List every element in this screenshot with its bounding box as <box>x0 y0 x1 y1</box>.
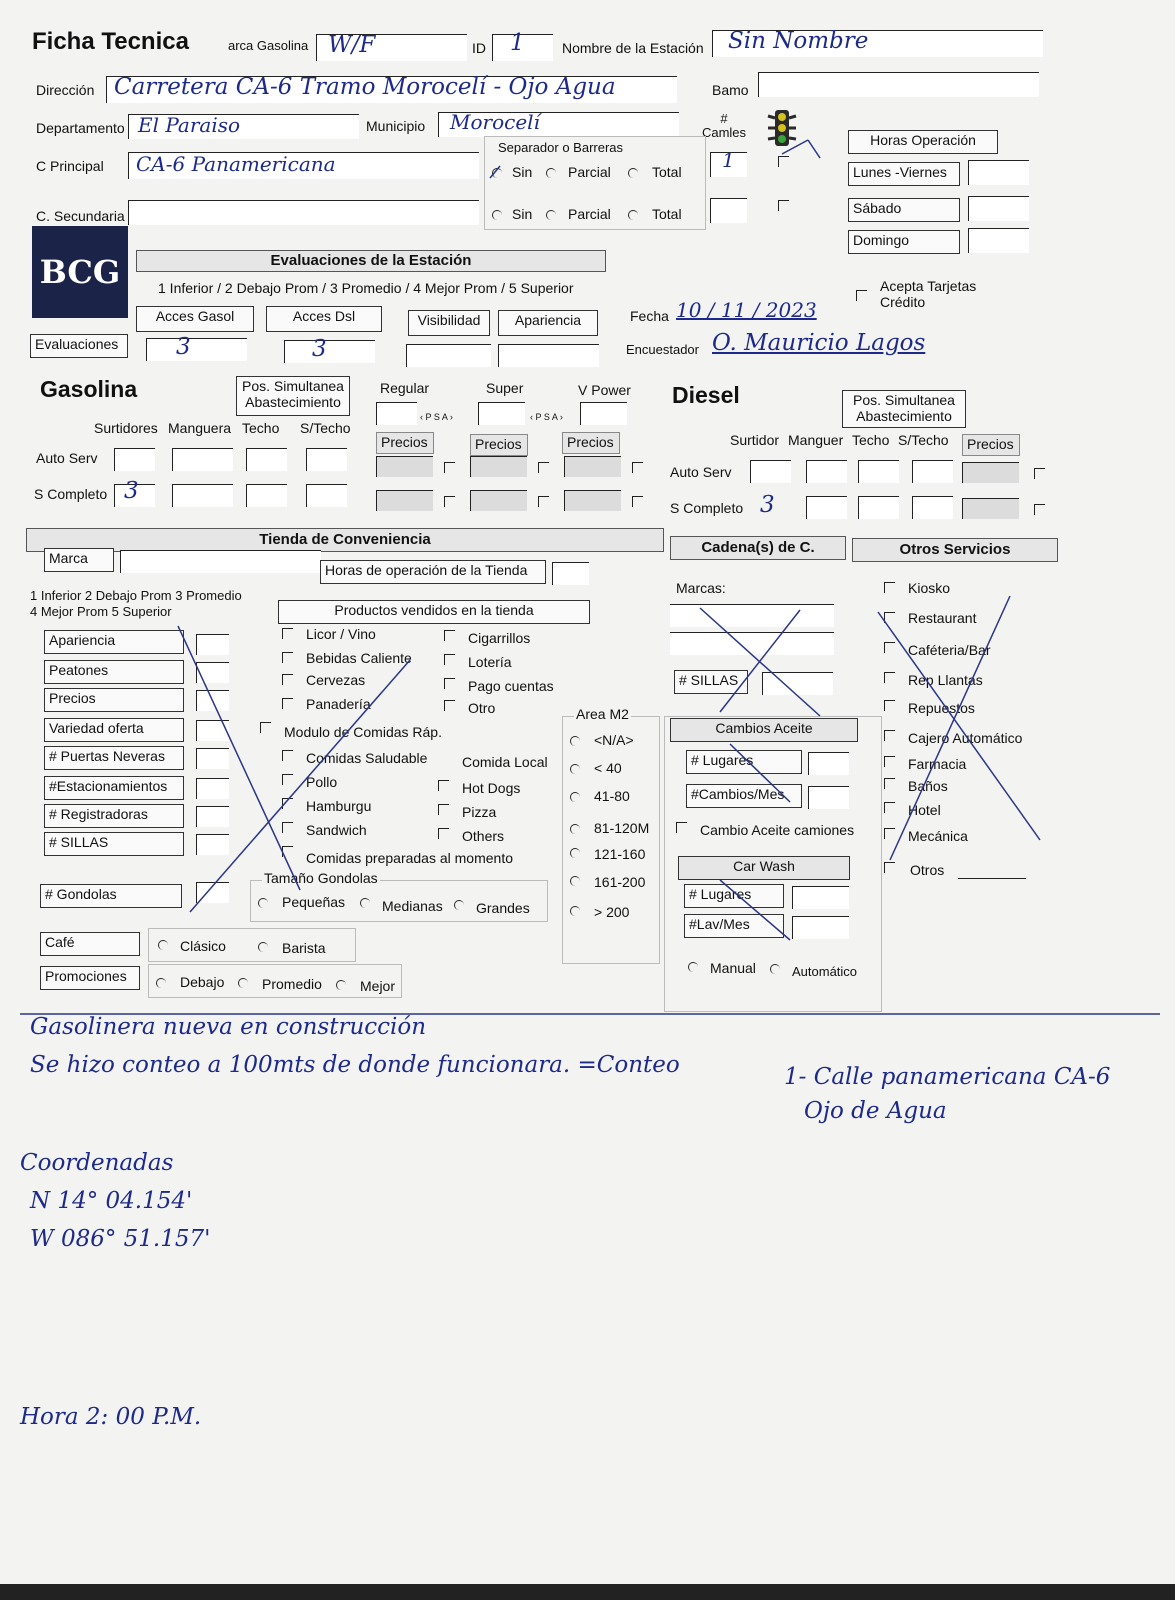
coordenada-n: N 14° 04.154' <box>30 1188 193 1214</box>
separador-parcial-label: Parcial <box>568 164 611 180</box>
direccion-label: Dirección <box>36 82 95 98</box>
c-principal-label: C Principal <box>36 158 104 174</box>
carwash-lav-label: #Lav/Mes <box>684 914 784 938</box>
psa-label-1: ‹ P S A › <box>420 412 453 422</box>
gas-s-completo-label: S Completo <box>34 486 108 502</box>
cafe-barista-label: Barista <box>282 940 326 956</box>
tienda-estacionamientos-label: #Estacionamientos <box>44 776 184 800</box>
prod-cigarrillos-label: Cigarrillos <box>468 630 531 646</box>
area-121160-label: 121-160 <box>594 846 646 862</box>
horas-operacion-header: Horas Operación <box>848 130 998 154</box>
nombre-estacion-label: Nombre de la Estación <box>562 40 704 56</box>
diesel-stecho-label: S/Techo <box>898 432 949 448</box>
coordenadas-title: Coordenadas <box>20 1150 174 1176</box>
precios-regular-label: Precios <box>376 432 434 454</box>
dsl-sc-value: 3 <box>760 492 775 518</box>
note-line-3: 1- Calle panamericana CA-6 <box>784 1064 1111 1090</box>
encuestador-value: O. Mauricio Lagos <box>712 330 926 356</box>
area-200-label: > 200 <box>594 904 630 920</box>
camiones-value: 1 <box>722 148 735 172</box>
separador-sin-label: Sin <box>512 164 533 180</box>
lunes-viernes-label: Lunes -Viernes <box>848 162 960 186</box>
prod-panaderia-label: Panadería <box>306 696 371 712</box>
otros-mecanica-label: Mecánica <box>908 828 968 844</box>
otros-cajero-label: Cajero Automático <box>908 730 1023 746</box>
gondola-grandes-label: Grandes <box>476 900 530 916</box>
carwash-lugares-label: # Lugares <box>684 884 784 908</box>
separador-label: Separador o Barreras <box>498 140 624 155</box>
tienda-precios-label: Precios <box>44 688 184 712</box>
otros-cafeteria-label: Caféteria/Bar <box>908 642 991 658</box>
tienda-puertas-label: # Puertas Neveras <box>44 746 184 770</box>
coordenada-w: W 086° 51.157' <box>30 1226 211 1252</box>
tienda-peatones-label: Peatones <box>44 660 184 684</box>
prod-cervezas-label: Cervezas <box>306 672 366 688</box>
prod-pago-label: Pago cuentas <box>468 678 554 694</box>
departamento-value: El Paraiso <box>138 113 241 137</box>
dsl-s-completo-label: S Completo <box>670 500 744 516</box>
domingo-label: Domingo <box>848 230 960 254</box>
separador-total-label: Total <box>652 164 682 180</box>
otros-llantas-label: Rep Llantas <box>908 672 983 688</box>
camiones-label: # Camles <box>701 111 747 140</box>
regular-label: Regular <box>380 380 430 396</box>
otros-restaurant-label: Restaurant <box>908 610 977 626</box>
area-m2-label: Area M2 <box>576 706 629 722</box>
gondola-medianas-label: Medianas <box>382 898 443 914</box>
tienda-scale-1: 1 Inferior 2 Debajo Prom 3 Promedio <box>30 588 242 603</box>
precios-super-label: Precios <box>470 434 528 456</box>
cadena-marcas-label: Marcas: <box>676 580 726 596</box>
bottom-edge <box>0 1584 1175 1600</box>
modulo-comidas-label: Modulo de Comidas Ráp. <box>284 724 442 740</box>
apariencia-eval-label: Apariencia <box>498 310 598 336</box>
tienda-horas-label: Horas de operación de la Tienda <box>320 560 546 584</box>
gasolina-pos-simultanea: Pos. Simultanea Abastecimiento <box>236 376 350 416</box>
otros-repuestos-label: Repuestos <box>908 700 975 716</box>
otros-banos-label: Baños <box>908 778 948 794</box>
cadena-header: Cadena(s) de C. <box>670 536 846 560</box>
tamano-gondolas-label: Tamaño Gondolas <box>264 870 378 886</box>
comida-pollo-label: Pollo <box>306 774 338 790</box>
separador2-total-label: Total <box>652 206 682 222</box>
c-principal-value: CA-6 Panamericana <box>136 152 336 176</box>
aceite-lugares-label: # Lugares <box>686 750 802 774</box>
bcg-logo: BCG <box>32 226 128 318</box>
acces-dsl-label: Acces Dsl <box>266 306 382 332</box>
departamento-label: Departamento <box>36 120 125 136</box>
note-line-4: Ojo de Agua <box>804 1098 947 1124</box>
diesel-pos-simultanea: Pos. Simultanea Abastecimiento <box>842 390 966 428</box>
comida-local-label: Comida Local <box>462 754 548 770</box>
prod-licor-label: Licor / Vino <box>306 626 376 642</box>
area-4180-label: 41-80 <box>594 788 630 804</box>
otros-hotel-label: Hotel <box>908 802 941 818</box>
separador2-sin-label: Sin <box>512 206 533 222</box>
tienda-variedad-label: Variedad oferta <box>44 718 184 742</box>
otros-kiosko-label: Kiosko <box>908 580 951 596</box>
gasolina-title: Gasolina <box>40 376 138 402</box>
diesel-precios-label: Precios <box>962 434 1020 456</box>
super-label: Super <box>486 380 524 396</box>
gondola-pequenas-label: Pequeñas <box>282 894 346 910</box>
prod-bebidas-label: Bebidas Caliente <box>306 650 412 666</box>
direccion-value: Carretera CA-6 Tramo Morocelí - Ojo Agua <box>114 74 616 100</box>
comida-hamburgu-label: Hamburgu <box>306 798 372 814</box>
municipio-value: Morocelí <box>450 110 540 134</box>
psa-label-2: ‹ P S A › <box>530 412 563 422</box>
acces-gasol-label: Acces Gasol <box>136 306 254 332</box>
evaluaciones-header: Evaluaciones de la Estación <box>136 250 606 272</box>
hora-note: Hora 2: 00 P.M. <box>20 1404 202 1430</box>
vpower-label: V Power <box>578 382 631 398</box>
tienda-sillas-label: # SILLAS <box>44 832 184 856</box>
cambios-aceite-header: Cambios Aceite <box>670 718 858 742</box>
productos-header: Productos vendidos en la tienda <box>278 600 590 624</box>
comida-saludable-label: Comidas Saludable <box>306 750 428 766</box>
promo-debajo-label: Debajo <box>180 974 225 990</box>
tienda-scale-2: 4 Mejor Prom 5 Superior <box>30 604 172 619</box>
gas-auto-serv-label: Auto Serv <box>36 450 98 466</box>
diesel-manguer-label: Manguer <box>788 432 844 448</box>
acces-gasol-value: 3 <box>176 334 191 360</box>
visibilidad-label: Visibilidad <box>408 310 490 336</box>
comida-pizza-label: Pizza <box>462 804 497 820</box>
comida-preparadas-label: Comidas preparadas al momento <box>306 850 513 866</box>
comida-sandwich-label: Sandwich <box>306 822 367 838</box>
aceite-cambios-label: #Cambios/Mes <box>686 784 802 808</box>
acces-dsl-value: 3 <box>312 336 327 362</box>
c-secundaria-label: C. Secundaria <box>36 208 125 224</box>
prod-otro-label: Otro <box>468 700 496 716</box>
diesel-title: Diesel <box>672 382 740 408</box>
tienda-apariencia-label: Apariencia <box>44 630 184 654</box>
diesel-surtidor-label: Surtidor <box>730 432 780 448</box>
acepta-tarjetas-label: Acepta Tarjetas Crédito <box>880 278 977 310</box>
municipio-label: Municipio <box>366 118 426 134</box>
tienda-gondolas-label: # Gondolas <box>40 884 182 908</box>
carwash-automatico-label: Automático <box>792 964 858 979</box>
note-line-2: Se hizo conteo a 100mts de donde funcionara. =Conteo <box>30 1052 680 1078</box>
tienda-registradoras-label: # Registradoras <box>44 804 184 828</box>
cafe-clasico-label: Clásico <box>180 938 226 954</box>
page-title: Ficha Tecnica <box>32 28 189 55</box>
encuestador-label: Encuestador <box>626 342 699 357</box>
otros-otros-label: Otros <box>910 862 945 878</box>
gas-sc-value: 3 <box>124 478 139 504</box>
marca-gasolina-value: W/F <box>328 32 376 58</box>
fecha-label: Fecha <box>630 308 669 324</box>
area-81120-label: 81-120M <box>594 820 650 836</box>
sabado-label: Sábado <box>848 198 960 222</box>
evaluaciones-row-label: Evaluaciones <box>30 334 128 358</box>
otros-farmacia-label: Farmacia <box>908 756 967 772</box>
prod-loteria-label: Lotería <box>468 654 512 670</box>
area-40-label: < 40 <box>594 760 622 776</box>
cadena-sillas-label: # SILLAS <box>674 670 748 694</box>
fecha-value: 10 / 11 / 2023 <box>676 298 817 322</box>
stecho-label: S/Techo <box>300 420 351 436</box>
promo-promedio-label: Promedio <box>262 976 322 992</box>
carwash-manual-label: Manual <box>710 960 756 976</box>
techo-label: Techo <box>242 420 280 436</box>
nombre-estacion-value: Sin Nombre <box>728 28 869 54</box>
barrio-label: Bamo <box>712 82 749 98</box>
comida-others-label: Others <box>462 828 505 844</box>
evaluaciones-scale: 1 Inferior / 2 Debajo Prom / 3 Promedio / 4 Mejor Prom / 5 Superior <box>158 280 574 296</box>
marca-gasolina-label: arca Gasolina <box>228 38 309 53</box>
id-value: 1 <box>510 30 525 56</box>
dsl-auto-serv-label: Auto Serv <box>670 464 732 480</box>
area-na-label: <N/A> <box>594 732 634 748</box>
aceite-camiones-label: Cambio Aceite camiones <box>700 822 855 838</box>
surtidores-label: Surtidores <box>94 420 158 436</box>
note-line-1: Gasolinera nueva en construcción <box>30 1014 427 1040</box>
promo-mejor-label: Mejor <box>360 978 396 994</box>
otros-servicios-header: Otros Servicios <box>852 538 1058 562</box>
manguera-label: Manguera <box>168 420 232 436</box>
carwash-header: Car Wash <box>678 856 850 880</box>
separador2-parcial-label: Parcial <box>568 206 611 222</box>
promociones-label: Promociones <box>40 966 140 990</box>
diesel-techo-label: Techo <box>852 432 890 448</box>
id-label: ID <box>472 40 486 56</box>
tienda-marca-label: Marca <box>44 548 114 572</box>
comida-hotdogs-label: Hot Dogs <box>462 780 521 796</box>
tienda-header: Tienda de Conveniencia <box>26 528 664 552</box>
area-161200-label: 161-200 <box>594 874 646 890</box>
precios-vpower-label: Precios <box>562 432 620 454</box>
cafe-label: Café <box>40 932 140 956</box>
